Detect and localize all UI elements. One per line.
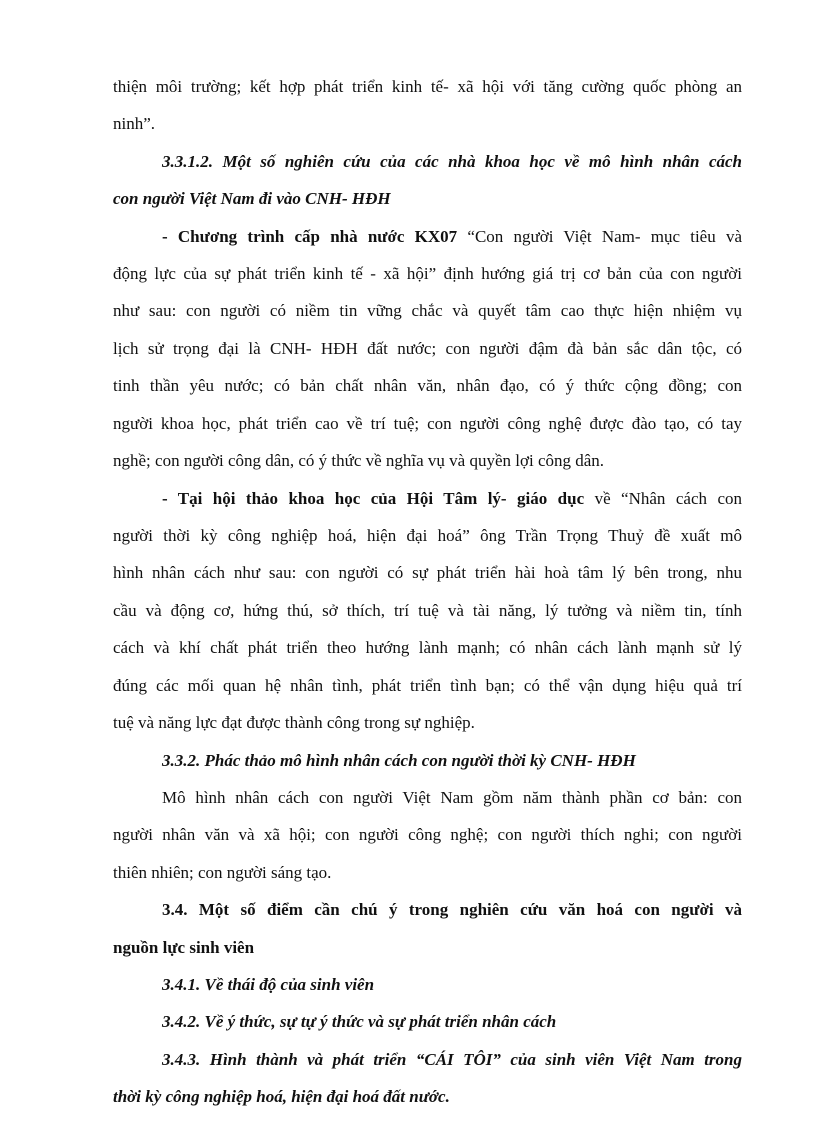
body-text-line: hình nhân cách như sau: con người có sự phát triển hài hoà tâm lý bên trong, nhu [113,563,742,582]
body-text-line: cầu và động cơ, hứng thú, sở thích, trí tuệ và tài năng, lý tưởng và niềm tin, tính [113,601,742,620]
body-text-line: người nhân văn và xã hội; con người công nghệ; con người thích nghi; con người [113,825,742,844]
section-heading-3-4-3: 3.4.3. Hình thành và phát triển “CÁI TÔI” của sinh viên Việt Nam trong [162,1050,742,1069]
section-heading-3-4-1: 3.4.1. Về thái độ của sinh viên [162,975,375,994]
body-text-line: lịch sử trọng đại là CNH- HĐH đất nước; con người đậm đà bản sắc dân tộc, có [113,339,742,358]
section-heading-3-3-2: 3.3.2. Phác thảo mô hình nhân cách con người thời kỳ CNH- HĐH [162,751,636,770]
section-heading-3-4-3-cont: thời kỳ công nghiệp hoá, hiện đại hoá đất nước. [113,1087,450,1106]
body-text-line: đúng các mối quan hệ nhân tình, phát triển tình bạn; có thể vận dụng hiệu quả trí [113,676,742,695]
section-heading-3-3-1-2-cont: con người Việt Nam đi vào CNH- HĐH [113,189,391,208]
body-text-line: động lực của sự phát triển kinh tế - xã hội” định hướng giá trị cơ bản của con người [113,264,742,283]
body-text-line [162,486,742,512]
body-text-line: thiện môi trường; kết hợp phát triển kinh tế- xã hội với tăng cường quốc phòng an [113,77,742,96]
bold-lead-in: - Tại hội thảo khoa học của Hội Tâm lý- giáo dục [162,489,585,508]
section-heading-3-4: 3.4. Một số điểm cần chú ý trong nghiên cứu văn hoá con người và [162,900,742,919]
line-text: “Con người Việt Nam- mục tiêu và [457,227,743,246]
section-heading-3-4-2: 3.4.2. Về ý thức, sự tự ý thức và sự phát triển nhân cách [162,1012,557,1031]
body-text-line: nghề; con người công dân, có ý thức về nghĩa vụ và quyền lợi công dân. [113,451,605,470]
section-heading-3-3-1-2: 3.3.1.2. Một số nghiên cứu của các nhà khoa học về mô hình nhân cách [162,152,742,171]
body-text-line: như sau: con người có niềm tin vững chắc và quyết tâm cao thực hiện nhiệm vụ [113,301,742,320]
section-heading-3-4-cont: nguồn lực sinh viên [113,938,255,957]
body-text-line: người thời kỳ công nghiệp hoá, hiện đại hoá” ông Trần Trọng Thuỷ đề xuất mô [113,526,742,545]
body-text-line: người khoa học, phát triển cao về trí tuệ; con người công nghệ được đào tạo, có tay [113,414,742,433]
body-text-line: Mô hình nhân cách con người Việt Nam gồm năm thành phần cơ bản: con [162,788,742,807]
line-text: về “Nhân cách con [584,489,742,508]
bold-lead-in: - Chương trình cấp nhà nước KX07 [162,227,458,246]
body-text-line: cách và khí chất phát triển theo hướng lành mạnh; có nhân cách lành mạnh sử lý [113,638,742,657]
body-text-line: ninh”. [113,114,156,133]
body-text-line: tinh thần yêu nước; có bản chất nhân văn, nhân đạo, có ý thức cộng đồng; con [113,376,742,395]
body-text-line [162,224,742,250]
body-text-line: tuệ và năng lực đạt được thành công trong sự nghiệp. [113,713,475,732]
body-text-line: thiên nhiên; con người sáng tạo. [113,863,332,882]
